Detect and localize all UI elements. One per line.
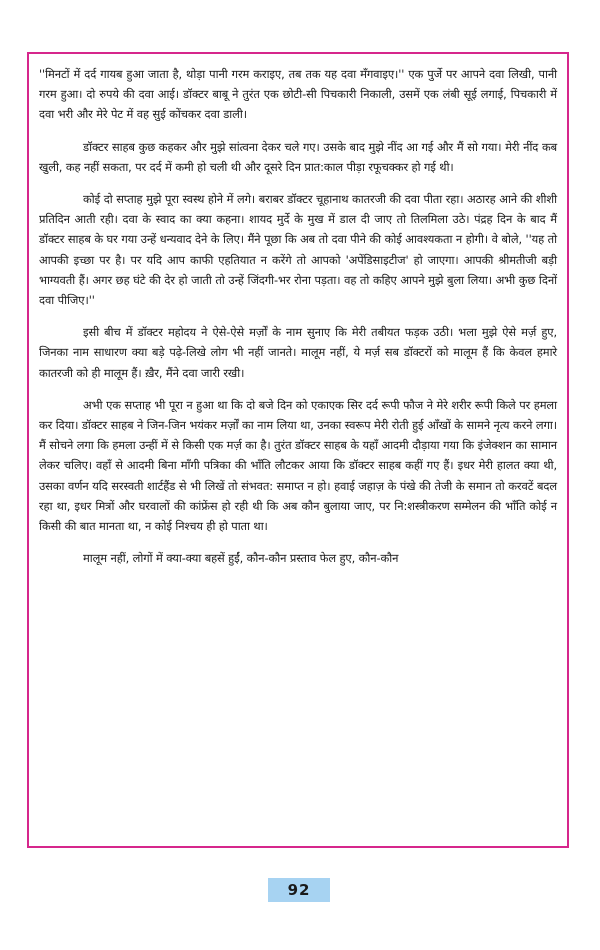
paragraph-1: ''मिनटों में दर्द गायब हुआ जाता है, थोड़ा पानी गरम कराइए, तब तक यह दवा मँगवाइए।'' एक पुर्जे पर आपने दवा लिखी, पानी गरम हुआ। दो रुपये की दवा आई। डॉक्टर बाबू ने तुरंत एक छोटी-सी पिचकारी निकाली, उसमें एक लंबी सूई लगाई, पिचकारी में दवा भरी और मेरे पेट में वह सुई कोंचकर दवा डाली। — [39, 67, 557, 122]
page-number: 92 — [268, 878, 330, 902]
page-frame — [27, 52, 569, 848]
paragraph-5: अभी एक सप्ताह भी पूरा न हुआ था कि दो बजे दिन को एकाएक सिर दर्द रूपी फौज ने मेरे शरीर रूपी किले पर हमला कर दिया। डॉक्टर साहब ने जिन-जिन भयंकर मर्ज़ों का नाम लिया था, उनका स्वरूप मेरी रोती हुई आँखों के सामने नृत्य करने लगा। मैं सोचने लगा कि हमला उन्हीं में से किसी एक मर्ज़ का है। तुरंत डॉक्टर साहब के यहाँ आदमी दौड़ाया गया कि इंजेक्शन का सामान लेकर चलिए। वहाँ से आदमी बिना माँगी पत्रिका की भाँति लौटकर आया कि डॉक्टर साहब कहीं गए हैं। इधर मेरी हालत क्या थी, उसका वर्णन यदि सरस्वती शार्टहैंड से भी लिखें तो संभवत: समाप्त न हो। हवाई जहाज़ के पंखे की तेजी के समान तो करवटें बदल रहा था, इधर मित्रों और घरवालों की कांफ्रेंस हो रही थी कि अब कौन बुलाया जाए, पर नि:शस्त्रीकरण सम्मेलन की भाँति कोई न किसी की बात मानता था, न कोई निश्चय ही हो पाता था। — [39, 397, 557, 534]
paragraph-2: डॉक्टर साहब कुछ कहकर और मुझे सांत्वना देकर चले गए। उसके बाद मुझे नींद आ गई और मैं सो गया। मेरी नींद कब खुली, कह नहीं सकता, पर दर्द में कमी हो चली थी और दूसरे दिन प्रात:काल पीड़ा रफूचक्कर हो गई थी। — [39, 139, 557, 174]
paragraph-4: इसी बीच में डॉक्टर महोदय ने ऐसे-ऐसे मर्ज़ों के नाम सुनाए कि मेरी तबीयत फड़क उठी। भला मुझे ऐसे मर्ज़ हुए, जिनका नाम साधारण क्या बड़े पढ़े-लिखे लोग भी नहीं जानते। मालूम नहीं, ये मर्ज़ सब डॉक्टरों को मालूम हैं कि केवल हमारे कातरजी को ही मालूम हैं। ख़ैर, मैंने दवा जारी रखी। — [39, 325, 557, 380]
paragraph-6: मालूम नहीं, लोगों में क्या-क्या बहसें हुईं, कौन-कौन प्रस्ताव फेल हुए, कौन-कौन — [83, 551, 399, 566]
paragraph-3: कोई दो सप्ताह मुझे पूरा स्वस्थ होने में लगे। बराबर डॉक्टर चूहानाथ कातरजी की दवा पीता रहा। अठारह आने की शीशी प्रतिदिन आती रही। दवा के स्वाद का क्या कहना। शायद मुर्दे के मुख में डाल दी जाए तो तिलमिला उठे। पंद्रह दिन के बाद मैं डॉक्टर साहब के घर गया उन्हें धन्यवाद देने के लिए। मैंने पूछा कि अब तो दवा पीने की कोई आवश्यकता न होगी। वे बोले, ''यह तो आपकी इच्छा पर है। पर यदि आप काफी एहतियात न करेंगे तो आपको 'अपेंडिसाइटीज' हो जाएगा। आपकी श्रीमतीजी बड़ी भाग्यवती हैं। अगर छह घंटे की देर हो जाती तो उन्हें जिंदगी-भर रोना पड़ता। वह तो कहिए आपने मुझे बुला लिया। अभी कुछ दिनों दवा पीजिए।'' — [39, 192, 557, 308]
